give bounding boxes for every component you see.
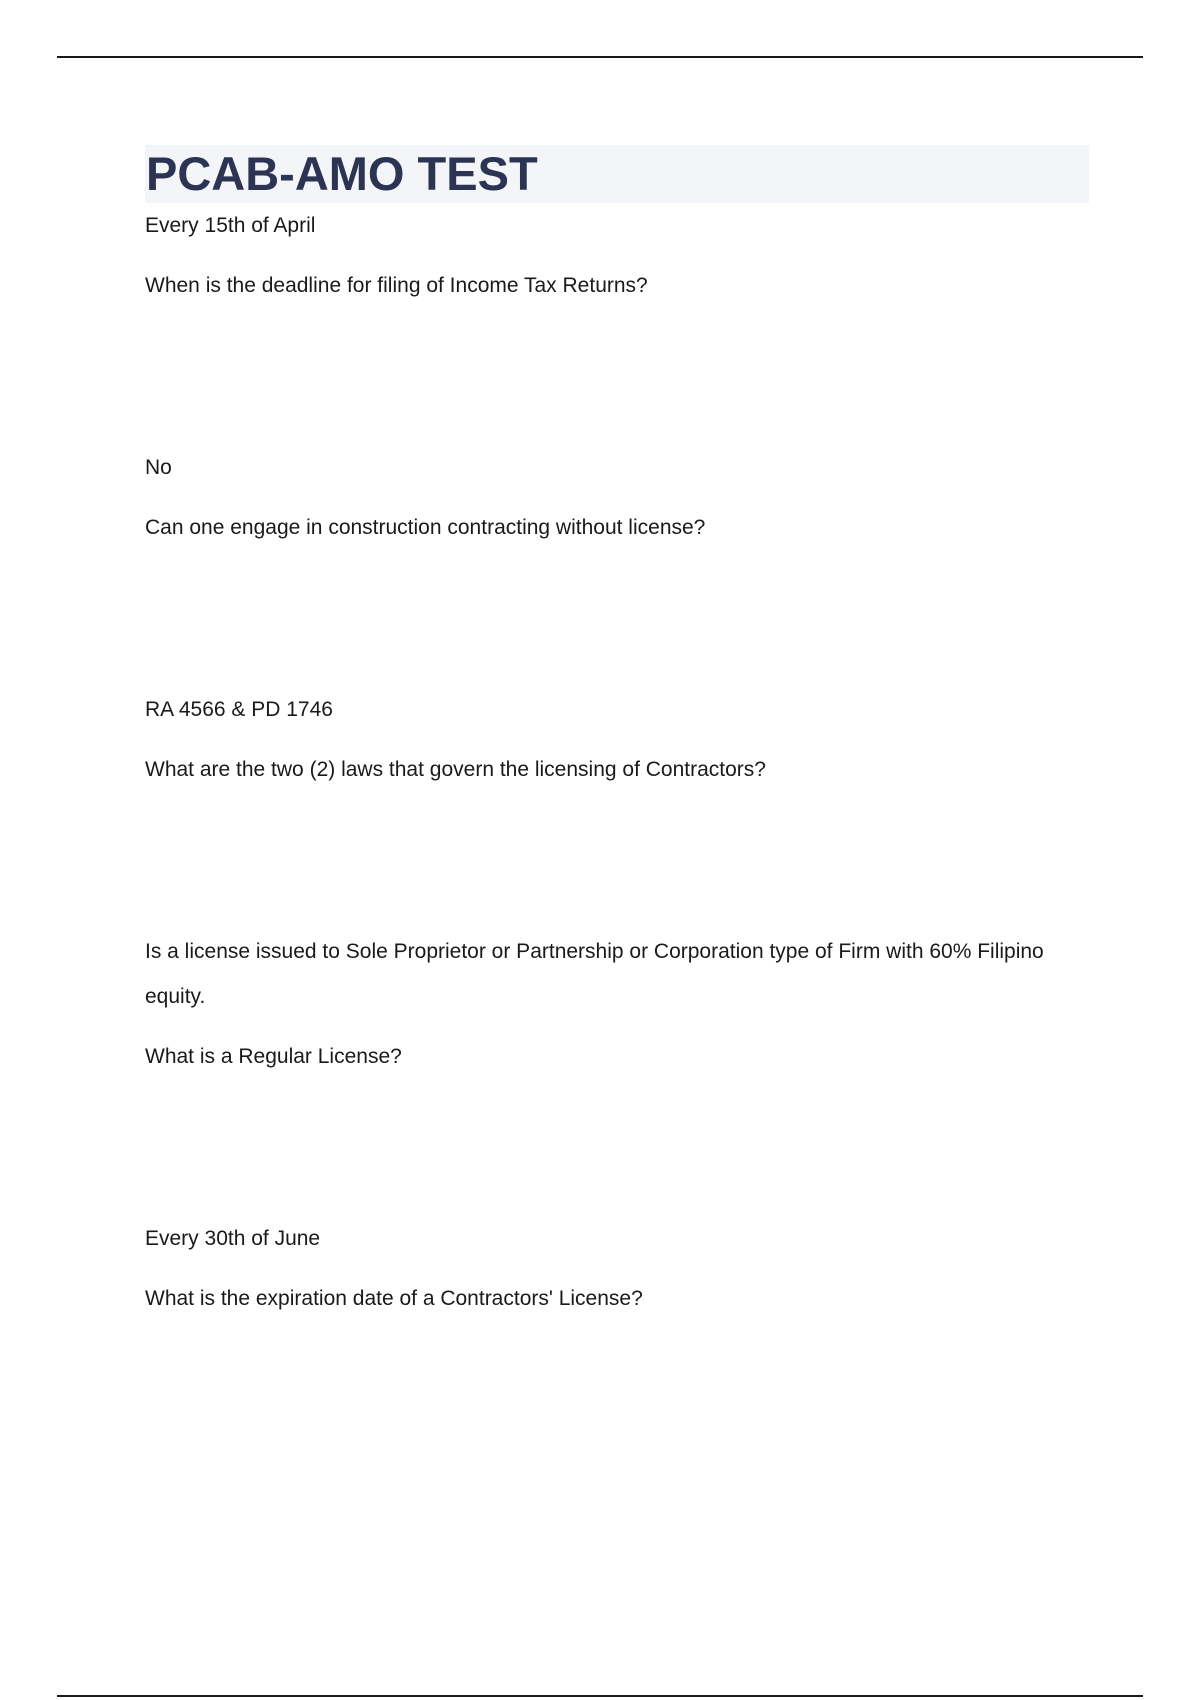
card-question: What is the expiration date of a Contractors' License? xyxy=(145,1287,643,1310)
flashcard xyxy=(145,445,1089,550)
card-spacer xyxy=(145,1079,1089,1216)
card-spacer xyxy=(145,792,1089,929)
card-answer: Is a license issued to Sole Proprietor or Partnership or Corporation type of Firm with 60% Filipino equity. xyxy=(145,940,1044,1008)
card-question: Can one engage in construction contracting without license? xyxy=(145,516,706,539)
page-title: PCAB-AMO TEST xyxy=(146,147,538,200)
card-spacer xyxy=(145,550,1089,687)
card-answer: RA 4566 & PD 1746 xyxy=(145,698,333,721)
card-question: What is a Regular License? xyxy=(145,1045,402,1068)
title-band xyxy=(145,145,1089,203)
card-answer: Every 15th of April xyxy=(145,214,316,237)
flashcard xyxy=(145,687,1089,792)
flashcard xyxy=(145,203,1089,308)
flashcard xyxy=(145,1216,1089,1321)
card-answer: No xyxy=(145,456,172,479)
card-question: What are the two (2) laws that govern the licensing of Contractors? xyxy=(145,758,766,781)
footer-rule xyxy=(57,1695,1143,1697)
card-answer: Every 30th of June xyxy=(145,1227,321,1250)
card-spacer xyxy=(145,308,1089,445)
document-body xyxy=(145,145,1089,1321)
card-question: When is the deadline for filing of Income Tax Returns? xyxy=(145,274,648,297)
flashcard xyxy=(145,929,1089,1079)
header-rule xyxy=(57,56,1143,58)
